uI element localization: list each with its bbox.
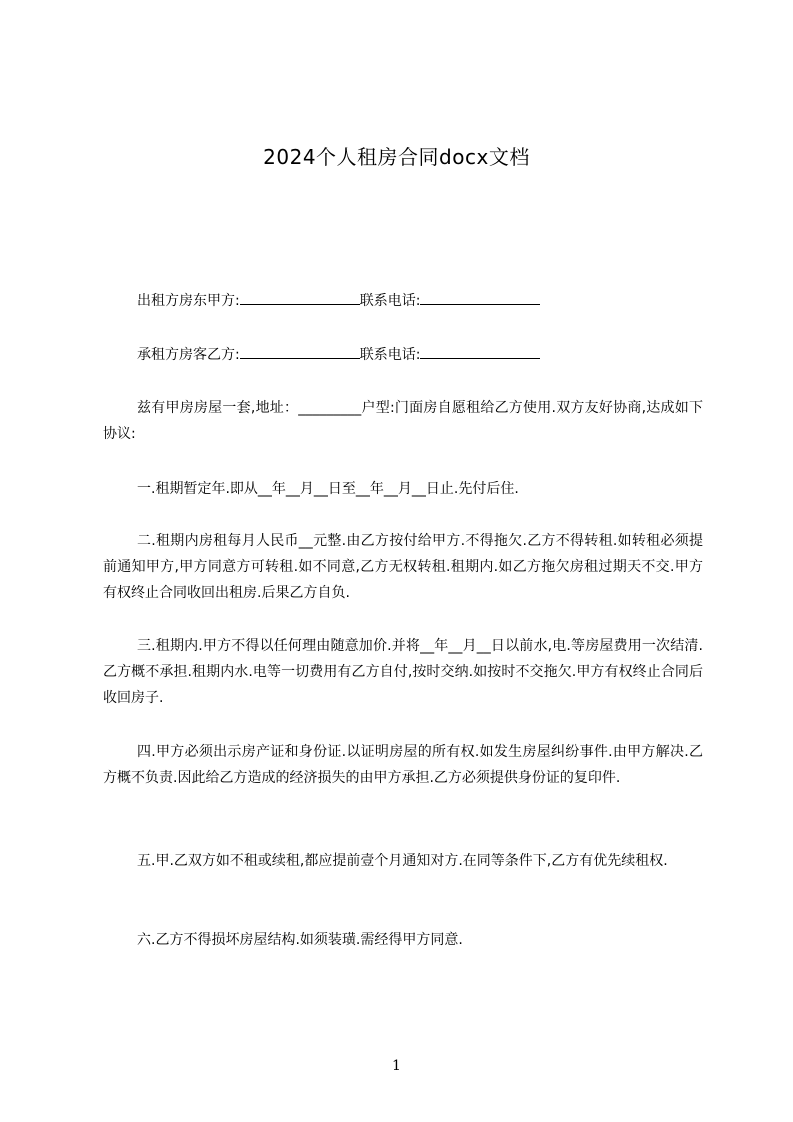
landlord-line [137,290,540,311]
tenant-name-blank [240,344,360,359]
clause-3: 三.租期内.甲方不得以任何理由随意加价.并将__年__月__日以前水,电.等房屋费用一次结清.乙方概不承担.租期内水.电等一切费用有乙方自付,按时交纳.如按时不交拖欠.甲方有权终止合同后收回房子. [103,638,703,706]
document-title: 2024个人租房合同docx文档 [263,145,530,169]
tenant-label: 承租方房客乙方: [137,347,240,363]
clause-1: 一.租期暂定年.即从__年__月__日至__年__月__日止.先付后住. [137,481,519,497]
tenant-phone-label: 联系电话: [359,347,421,363]
landlord-phone-blank [420,290,540,305]
intro-paragraph: 兹有甲房房屋一套,地址：_________户型:门面房自愿租给乙方使用.双方友好协商,达成如下协议: [103,400,703,442]
landlord-label: 出租方房东甲方: [137,293,240,309]
clause-5: 五.甲.乙双方如不租或续租,都应提前壹个月通知对方.在同等条件下,乙方有优先续租权. [137,853,668,869]
landlord-phone-label: 联系电话: [359,293,421,309]
tenant-phone-blank [420,344,540,359]
tenant-line [137,344,540,365]
clause-2: 二.租期内房租每月人民币__元整.由乙方按付给甲方.不得拖欠.乙方不得转租.如转租必须提前通知甲方,甲方同意方可转租.如不同意,乙方无权转租.租期内.如乙方拖欠房租过期天不交.甲方有权终止合同收回出租房.后果乙方自负. [103,533,703,601]
clause-4: 四.甲方必须出示房产证和身份证.以证明房屋的所有权.如发生房屋纠纷事件.由甲方解决.乙方概不负责.因此给乙方造成的经济损失的由甲方承担.乙方必须提供身份证的复印件. [103,744,703,786]
clause-6: 六.乙方不得损坏房屋结构.如须装璜.需经得甲方同意. [137,932,463,948]
page-number: 1 [392,1058,401,1074]
landlord-name-blank [240,290,360,305]
